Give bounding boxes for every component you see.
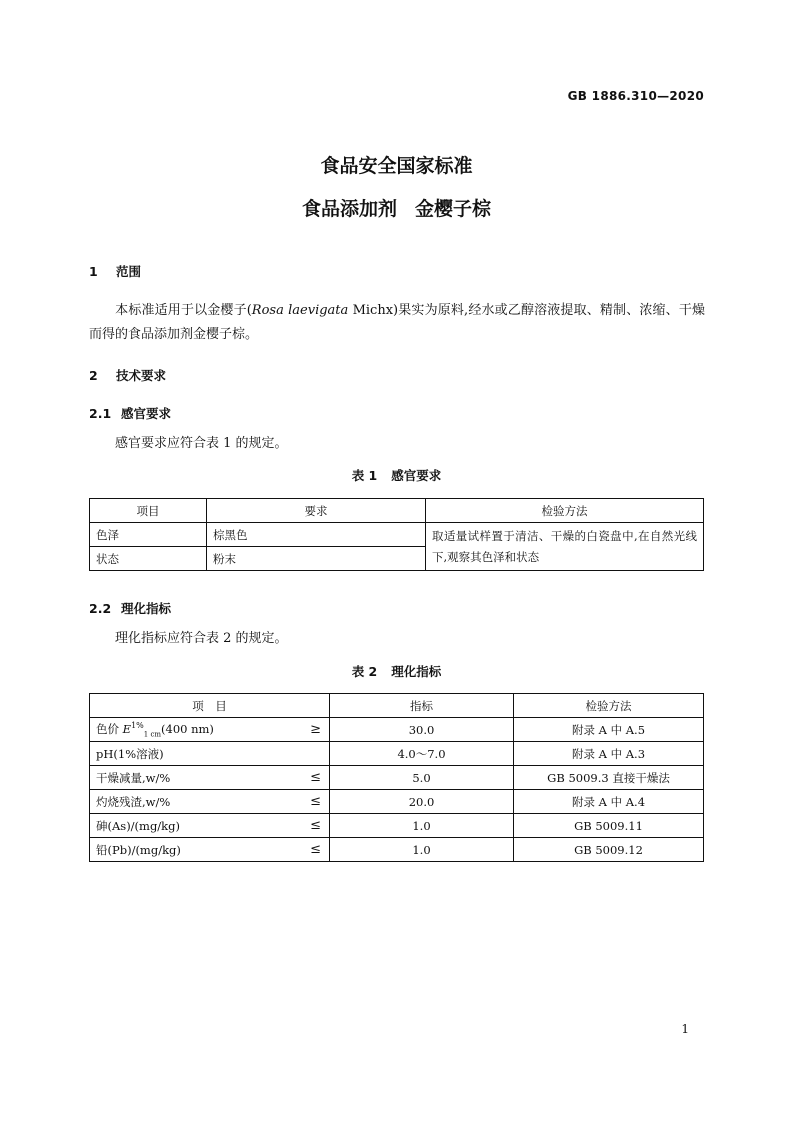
item-name: 干燥减量,w/% [96,770,171,785]
table-cell: 粉末 [207,547,426,571]
item-name: pH(1%溶液) [96,746,164,761]
section-title: 理化指标 [121,601,172,616]
caption-title: 感官要求 [391,468,442,483]
table-header-cell: 检验方法 [514,694,704,718]
table-row [90,766,704,790]
item-name: 砷(As)/(mg/kg) [96,818,180,833]
body-text: 本标准适用于以金樱子( [115,303,252,318]
section-2-2-body [89,627,705,651]
table-header-cell: 指标 [330,694,514,718]
relation-symbol: ≤ [310,818,321,833]
relation-symbol: ≤ [310,794,321,809]
table-cell-method: GB 5009.12 [514,838,704,862]
table2-caption [0,662,793,680]
item-symbol: E [122,721,132,736]
table-row [90,814,704,838]
table-header-row [90,694,704,718]
table-header-cell: 检验方法 [426,499,704,523]
caption-number: 表 2 [351,664,378,679]
table-cell: 色泽 [90,523,207,547]
table-header-row [90,499,704,523]
relation-symbol: ≥ [310,721,321,737]
table-cell-method: GB 5009.11 [514,814,704,838]
table-cell-item [90,838,330,862]
doc-title-part2: 金樱子棕 [415,198,492,220]
table-cell-value: 20.0 [330,790,514,814]
caption-number: 表 1 [351,468,378,483]
table-cell-method: GB 5009.3 直接干燥法 [514,766,704,790]
table-header-cell: 要求 [207,499,426,523]
table-cell-item [90,718,330,742]
table-row [90,718,704,742]
section-2-1-body [89,432,705,456]
section-number: 2.1 [89,406,112,421]
section-number: 2 [89,368,98,383]
table-cell-item [90,742,330,766]
relation-symbol: ≤ [310,770,321,785]
table-row [90,742,704,766]
item-suffix: (400 nm) [161,721,214,736]
body-text: Michx)果实为原料,经水或乙醇溶液提取、精制、浓缩、干燥而得的食品添加剂金樱子棕。 [89,303,705,342]
table-cell-item [90,766,330,790]
section-number: 1 [89,264,98,279]
section-1-heading [89,262,141,280]
section-title: 感官要求 [121,406,172,421]
table-row [90,838,704,862]
latin-name: Rosa laevigata [251,303,349,318]
caption-title: 理化指标 [391,664,442,679]
body-text: 理化指标应符合表 2 的规定。 [115,631,288,646]
relation-symbol: ≤ [310,842,321,857]
table-cell-value: 1.0 [330,814,514,838]
doc-title-line2 [0,194,793,221]
section-2-2-heading [89,599,171,617]
page-number: 1 [681,1022,689,1036]
table-cell-method: 取适量试样置于清洁、干燥的白瓷盘中,在自然光线下,观察其色泽和状态 [426,523,704,571]
section-2-1-heading [89,404,171,422]
table-cell-value: 4.0～7.0 [330,742,514,766]
table-cell: 棕黑色 [207,523,426,547]
item-superscript: 1% [131,721,144,731]
item-subscript: 1 cm [143,730,162,739]
section-title: 技术要求 [116,368,167,383]
table-cell-value: 1.0 [330,838,514,862]
table-cell-method: 附录 A 中 A.5 [514,718,704,742]
table-cell-method: 附录 A 中 A.4 [514,790,704,814]
sensory-requirements-table [89,498,704,571]
table1-caption [0,466,793,484]
doc-title-part1: 食品添加剂 [301,198,397,220]
body-text: 感官要求应符合表 1 的规定。 [115,436,288,451]
section-1-body [89,299,705,347]
table-cell-item [90,814,330,838]
table-cell-value: 5.0 [330,766,514,790]
item-name: 色价 [96,721,119,736]
physicochemical-indicators-table [89,693,704,862]
table-row [90,523,704,547]
table-cell: 状态 [90,547,207,571]
section-title: 范围 [116,264,142,279]
item-name: 灼烧残渣,w/% [96,794,171,809]
doc-title-line1: 食品安全国家标准 [320,155,473,177]
table-row [90,790,704,814]
table-header-cell: 项目 [90,499,207,523]
table-cell-item [90,790,330,814]
standard-number: GB 1886.310—2020 [567,89,704,103]
table-header-cell: 项 目 [90,694,330,718]
section-number: 2.2 [89,601,112,616]
table-cell-method: 附录 A 中 A.3 [514,742,704,766]
section-2-heading [89,366,166,384]
item-name: 铅(Pb)/(mg/kg) [96,842,181,857]
table-cell-value: 30.0 [330,718,514,742]
